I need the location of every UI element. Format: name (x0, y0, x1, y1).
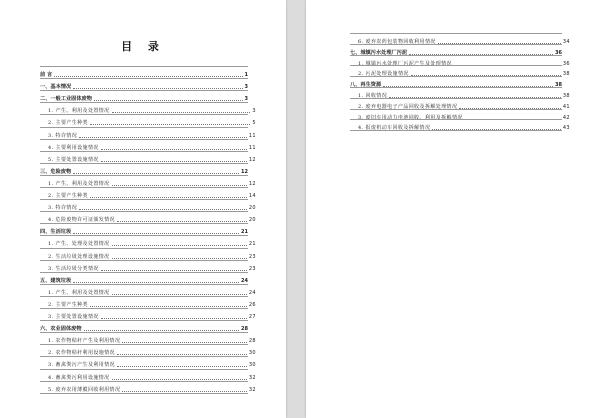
toc-entry-label: 5. 废弃农用薄膜回收利用情况 (48, 386, 121, 393)
toc-entry-label: 1. 产生、处理及处置情况 (48, 241, 110, 248)
toc-page-number: 28 (241, 326, 248, 333)
toc-section-entry[interactable] (40, 103, 256, 114)
toc-entry-label: 一、基本情况 (40, 84, 72, 91)
toc-leader-dots (73, 282, 239, 283)
toc-entry-label: 1. 产生、利用及处置情况 (48, 108, 110, 115)
toc-leader-dots (112, 185, 247, 186)
toc-entry-label: 4. 报废机动车回收及拆解情况 (358, 125, 431, 132)
toc-leader-dots (79, 209, 247, 210)
toc-leader-dots (90, 197, 247, 198)
toc-leader-dots (94, 100, 243, 101)
toc-page-number: 30 (248, 350, 256, 357)
toc-entry-label: 七、城镇污水处理厂污泥 (350, 49, 408, 56)
toc-section-entry[interactable] (40, 140, 256, 151)
toc-page-number: 12 (241, 168, 248, 175)
toc-section-entry[interactable] (40, 309, 256, 320)
toc-page-number: 21 (248, 241, 256, 248)
toc-leader-dots (117, 354, 247, 355)
toc-entry-label: 6. 废弃农药包装物回收利用情况 (358, 39, 436, 45)
toc-section-entry[interactable] (40, 236, 256, 247)
toc-section-entry[interactable] (40, 333, 256, 344)
toc-page-number: 21 (241, 229, 248, 236)
toc-page-number: 24 (241, 277, 248, 284)
document-page-left (0, 0, 286, 418)
toc-page-number: 38 (562, 93, 570, 99)
toc-section-entry[interactable] (40, 212, 256, 223)
toc-leader-dots (117, 221, 247, 222)
toc-page-number: 11 (248, 144, 256, 151)
toc-entry-label: 4. 主要利用设施情况 (48, 144, 99, 151)
toc-section-entry[interactable] (40, 128, 256, 139)
toc-page-number: 28 (248, 338, 256, 345)
toc-leader-dots (101, 318, 247, 319)
toc-entry-label: 3. 废旧车用动力电池回收、利用及拆解情况 (358, 114, 463, 121)
toc-section-entry[interactable] (40, 188, 256, 199)
toc-page-number: 38 (555, 82, 562, 89)
toc-section-entry[interactable] (40, 357, 256, 368)
toc-entry-label: 2. 废弃电器电子产品回收及拆解处理情况 (358, 103, 458, 110)
toc-section-entry[interactable] (40, 261, 256, 272)
toc-leader-dots (112, 245, 247, 246)
toc-entry-label: 1. 回收情况 (358, 93, 388, 99)
toc-entry-label: 3. 主要处置设施情况 (48, 314, 99, 320)
toc-section-entry[interactable] (40, 370, 256, 381)
toc-leader-dots (73, 233, 239, 234)
toc-leader-dots (90, 306, 247, 307)
toc-entry-label: 1. 产生、利用及处置情况 (48, 289, 110, 296)
toc-page-number: 23 (248, 265, 256, 272)
toc-page-number: 14 (248, 193, 256, 199)
toc-leader-dots (112, 379, 247, 380)
toc-rule (350, 130, 562, 131)
toc-leader-dots (112, 294, 247, 295)
toc-chapter-entry[interactable] (40, 164, 248, 175)
toc-page-number: 41 (562, 103, 570, 110)
toc-chapter-entry[interactable] (40, 321, 248, 332)
toc-entry-label: 4. 危险废物许可证颁发情况 (48, 217, 115, 224)
toc-title: 目 录 (121, 40, 165, 53)
toc-page-number: 30 (248, 362, 256, 369)
toc-section-entry[interactable] (40, 345, 256, 356)
toc-leader-dots (84, 330, 240, 331)
toc-leader-dots (101, 161, 247, 162)
toc-section-entry[interactable] (40, 176, 256, 187)
toc-leader-dots (54, 76, 242, 77)
toc-entry-label: 3. 生活垃圾分类情况 (48, 265, 99, 272)
toc-section-entry[interactable] (40, 382, 256, 393)
toc-section-entry[interactable] (40, 285, 256, 296)
toc-entry-label: 2. 生活垃圾处理设施情况 (48, 253, 110, 260)
toc-entry-label: 五、建筑垃圾 (40, 277, 72, 284)
toc-page-number: 5 (252, 120, 256, 127)
toc-section-entry[interactable] (40, 152, 256, 163)
toc-chapter-entry[interactable] (40, 79, 248, 90)
toc-page-number: 38 (562, 71, 570, 78)
toc-entry-label: 2. 主要产生种类 (48, 301, 88, 308)
toc-page-number: 3 (244, 96, 248, 103)
toc-entry-label: 1. 农作物秸秆产生及利用情况 (48, 338, 121, 345)
toc-section-entry[interactable] (40, 115, 256, 126)
toc-entry-label: 1. 城镇污水处理厂污泥产生及处理情况 (358, 60, 452, 67)
toc-page-number: 36 (562, 60, 570, 67)
toc-leader-dots (73, 173, 239, 174)
toc-chapter-entry[interactable] (40, 273, 248, 284)
toc-entry-label: 2. 主要产生种类 (48, 120, 88, 127)
toc-page-number: 20 (248, 217, 256, 224)
toc-leader-dots (122, 342, 246, 343)
toc-leader-dots (117, 366, 247, 367)
toc-page-number: 23 (248, 253, 256, 260)
toc-page-number: 12 (248, 180, 256, 187)
toc-section-entry[interactable] (40, 200, 256, 211)
toc-page-number: 32 (248, 374, 256, 381)
toc-page-number: 27 (248, 314, 256, 320)
toc-page-number: 24 (248, 289, 256, 296)
toc-entry-label: 四、生活垃圾 (40, 229, 72, 236)
toc-leader-dots (122, 391, 246, 392)
toc-section-entry[interactable] (40, 249, 256, 260)
toc-entry-label: 3. 畜禽粪污产生及利用情况 (48, 362, 115, 369)
toc-page-number: 42 (562, 114, 570, 121)
toc-entry-label: 2. 污泥处理设施情况 (358, 71, 409, 78)
toc-entry-label: 3. 特许情况 (48, 205, 78, 212)
toc-leader-dots (90, 124, 250, 125)
toc-leader-dots (112, 258, 247, 259)
document-page-right (306, 0, 600, 418)
toc-page-number: 3 (252, 108, 256, 115)
toc-leader-dots (79, 137, 247, 138)
toc-entry-label: 三、危险废物 (40, 168, 72, 175)
toc-page-number: 1 (244, 72, 248, 78)
toc-leader-dots (73, 88, 242, 89)
toc-entry-label: 1. 产生、利用及处置情况 (48, 180, 110, 187)
toc-entry-label: 八、再生资源 (350, 82, 382, 89)
toc-entry-label: 3. 特许情况 (48, 132, 78, 139)
toc-page-number: 34 (562, 39, 570, 45)
toc-entry-label: 2. 农作物秸秆利用设施情况 (48, 350, 115, 357)
toc-leader-dots (101, 270, 247, 271)
toc-entry-label: 六、农业固体废物 (40, 326, 82, 333)
toc-entry-label: 二、一般工业固体废物 (40, 96, 92, 103)
toc-section-entry[interactable] (40, 297, 256, 308)
toc-page-number: 32 (248, 386, 256, 393)
toc-chapter-entry[interactable] (40, 67, 248, 78)
toc-page-number: 36 (555, 49, 562, 56)
toc-entry-label: 4. 畜禽粪污利用设施情况 (48, 374, 110, 381)
toc-leader-dots (112, 112, 251, 113)
toc-chapter-entry[interactable] (40, 91, 248, 102)
toc-page-number: 12 (248, 156, 256, 163)
toc-chapter-entry[interactable] (40, 224, 248, 235)
toc-entry-label: 前 言 (40, 72, 53, 78)
toc-page-number: 11 (248, 132, 256, 139)
toc-entry-label: 5. 主要处置设施情况 (48, 156, 99, 163)
toc-page-number: 3 (244, 84, 248, 91)
toc-page-number: 26 (248, 301, 256, 308)
toc-leader-dots (101, 149, 247, 150)
toc-rule (40, 393, 248, 394)
toc-page-number: 43 (562, 125, 570, 132)
toc-entry-label: 2. 主要产生种类 (48, 193, 88, 199)
toc-page-number: 20 (248, 205, 256, 212)
